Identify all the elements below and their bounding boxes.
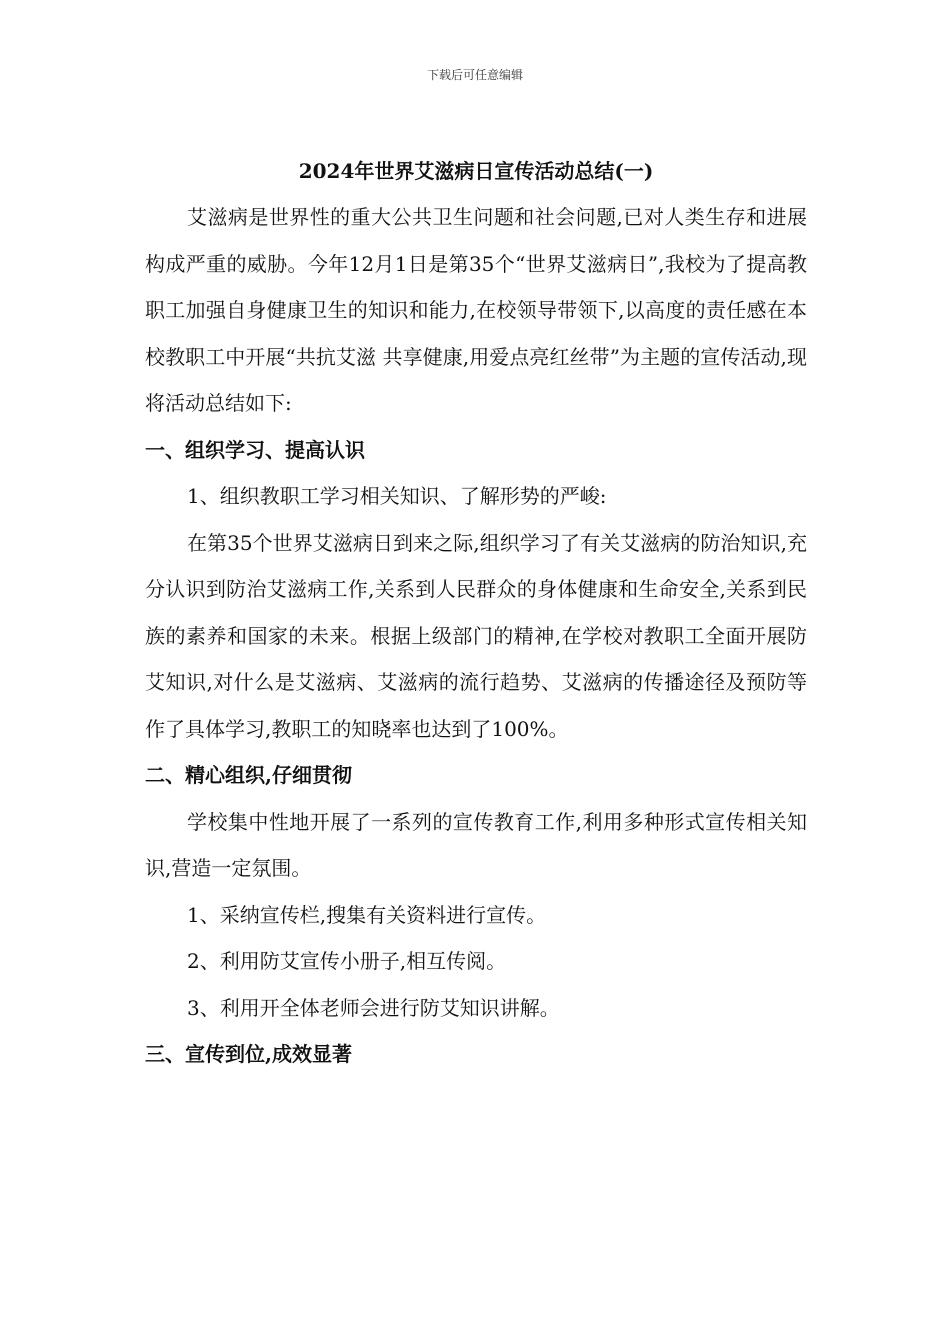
section1-item-1: 1、组织教职工学习相关知识、了解形势的严峻: bbox=[187, 484, 607, 508]
document-title: 2024年世界艾滋病日宣传活动总结(一) bbox=[298, 159, 654, 183]
section2-item-2: 2、利用防艾宣传小册子,相互传阅。 bbox=[187, 949, 507, 973]
document-body bbox=[145, 148, 807, 1078]
section-heading-3: 三、宣传到位,成效显著 bbox=[145, 1042, 352, 1066]
page-header-note: 下载后可任意编辑 bbox=[426, 68, 523, 82]
section-heading-2: 二、精心组织,仔细贯彻 bbox=[145, 763, 352, 787]
intro-paragraph: 艾滋病是世界性的重大公共卫生问题和社会问题,已对人类生存和进展构成严重的威胁。今年12月1日是第35个“世界艾滋病日”,我校为了提高教职工加强自身健康卫生的知识和能力,在校领导带领下,以高度的责任感在本校教职工中开展“共抗艾滋 共享健康,用爱点亮红丝带”为主题的宣传活动,现将活动总结如下: bbox=[145, 205, 807, 415]
section2-body-paragraph: 学校集中性地开展了一系列的宣传教育工作,利用多种形式宣传相关知识,营造一定氛围。 bbox=[145, 809, 807, 880]
section1-body-paragraph: 在第35个世界艾滋病日到来之际,组织学习了有关艾滋病的防治知识,充分认识到防治艾滋病工作,关系到人民群众的身体健康和生命安全,关系到民族的素养和国家的未来。根据上级部门的精神,在学校对教职工全面开展防艾知识,对什么是艾滋病、艾滋病的流行趋势、艾滋病的传播途径及预防等作了具体学习,教职工的知晓率也达到了100%。 bbox=[145, 530, 807, 741]
section-heading-1: 一、组织学习、提高认识 bbox=[145, 437, 365, 462]
section2-item-1: 1、采纳宣传栏,搜集有关资料进行宣传。 bbox=[187, 902, 547, 927]
section2-item-3: 3、利用开全体老师会进行防艾知识讲解。 bbox=[187, 995, 560, 1020]
